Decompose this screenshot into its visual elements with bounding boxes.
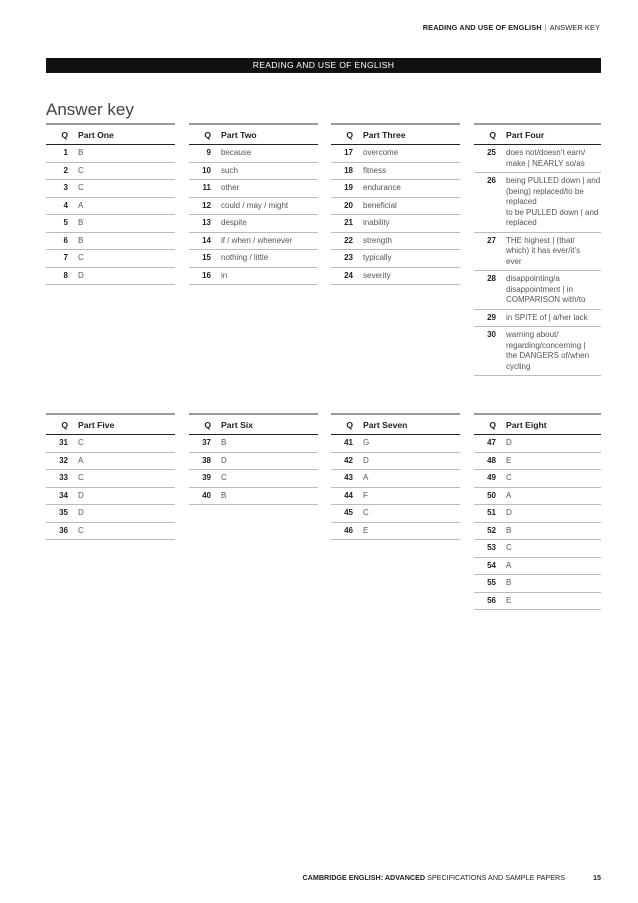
answer-text: B (221, 490, 227, 500)
answer-cell (78, 470, 175, 488)
answer-text: disappointment | in (506, 284, 574, 294)
answer-row (331, 487, 460, 505)
question-number: 19 (331, 180, 363, 198)
answer-cell (506, 435, 601, 453)
answer-row (331, 180, 460, 198)
answer-row (474, 271, 601, 310)
answer-row (331, 197, 460, 215)
question-column-header: Q (331, 124, 363, 145)
answer-row (46, 267, 175, 285)
answer-cell (221, 232, 318, 250)
answer-row (331, 470, 460, 488)
answer-cell (506, 557, 601, 575)
answer-text: E (506, 595, 512, 605)
answer-table-part-one (46, 123, 175, 285)
part-title: Part Four (506, 124, 601, 145)
answer-cell (221, 215, 318, 233)
question-number: 7 (46, 250, 78, 268)
answer-cell (363, 145, 460, 163)
answer-cell (78, 162, 175, 180)
question-number: 35 (46, 505, 78, 523)
question-number: 45 (331, 505, 363, 523)
answer-row (331, 522, 460, 540)
answer-text: C (506, 473, 512, 482)
answer-text: E (506, 455, 512, 465)
answer-table-part-eight (474, 413, 601, 610)
answer-row (474, 522, 601, 540)
answer-row (189, 452, 318, 470)
answer-text: cycling (506, 361, 531, 371)
answer-cell (363, 162, 460, 180)
answer-cell (78, 215, 175, 233)
answer-text: D (506, 438, 512, 447)
answer-row (189, 145, 318, 163)
answer-row (189, 435, 318, 453)
answer-cell (363, 267, 460, 285)
answer-row (474, 557, 601, 575)
question-number: 14 (189, 232, 221, 250)
answer-text: C (78, 183, 84, 192)
part-title: Part Seven (363, 414, 460, 435)
question-column-header: Q (189, 414, 221, 435)
question-number: 25 (474, 145, 506, 173)
answer-text: C (221, 473, 227, 482)
answer-row (331, 505, 460, 523)
question-number: 40 (189, 487, 221, 505)
answer-text: ever (506, 256, 522, 266)
question-number: 11 (189, 180, 221, 198)
table-header-row (189, 414, 318, 435)
answer-text: D (78, 270, 84, 280)
answer-row (474, 145, 601, 173)
answer-row (331, 215, 460, 233)
question-number: 8 (46, 267, 78, 285)
answer-row (46, 522, 175, 540)
answer-text: D (221, 455, 227, 465)
answer-text: make | NEARLY so/as (506, 158, 585, 168)
question-number: 26 (474, 173, 506, 233)
answer-cell (363, 505, 460, 523)
answer-row (46, 435, 175, 453)
answer-text: nothing / little (221, 253, 269, 262)
question-number: 56 (474, 592, 506, 610)
answer-row (331, 232, 460, 250)
answer-text: (being) replaced/to be (506, 186, 584, 196)
part-title: Part Six (221, 414, 318, 435)
answer-text: such (221, 165, 238, 175)
answer-cell (221, 452, 318, 470)
question-number: 27 (474, 232, 506, 271)
answer-cell (363, 470, 460, 488)
question-number: 1 (46, 145, 78, 163)
answer-cell (363, 452, 460, 470)
answer-row (46, 250, 175, 268)
answer-cell (506, 575, 601, 593)
answer-cell (221, 470, 318, 488)
answer-text: overcome (363, 148, 399, 157)
answer-text: D (506, 508, 512, 517)
question-number: 38 (189, 452, 221, 470)
question-number: 13 (189, 215, 221, 233)
answer-table-part-seven (331, 413, 460, 540)
part-title: Part One (78, 124, 175, 145)
question-column-header: Q (474, 414, 506, 435)
question-column-header: Q (46, 124, 78, 145)
answer-row (331, 145, 460, 163)
question-column-header: Q (189, 124, 221, 145)
answer-row (474, 487, 601, 505)
answer-text: D (78, 490, 84, 500)
answer-row (189, 250, 318, 268)
answer-cell (506, 487, 601, 505)
answer-table-part-five (46, 413, 175, 540)
answer-row (46, 505, 175, 523)
question-number: 54 (474, 557, 506, 575)
answer-cell (221, 197, 318, 215)
question-number: 5 (46, 215, 78, 233)
answer-text: COMPARISON with/to (506, 295, 586, 304)
answer-row (46, 215, 175, 233)
answer-text: C (78, 165, 84, 175)
answer-cell (363, 435, 460, 453)
answer-row (189, 180, 318, 198)
part-title: Part Two (221, 124, 318, 145)
question-number: 17 (331, 145, 363, 163)
page-footer (302, 873, 601, 882)
answer-row (331, 435, 460, 453)
answer-text: A (78, 200, 84, 210)
answer-table-part-four (474, 123, 601, 376)
answer-text: beneficial (363, 200, 397, 210)
answer-row (474, 470, 601, 488)
answer-text: A (506, 490, 512, 500)
answer-text: fitness (363, 165, 387, 175)
answer-text: the DANGERS of/when (506, 351, 590, 360)
answer-text: B (78, 148, 84, 157)
answer-table-part-two (189, 123, 318, 285)
answer-row (331, 452, 460, 470)
answer-text: replaced (506, 218, 537, 227)
question-number: 21 (331, 215, 363, 233)
answer-cell (506, 173, 601, 233)
answer-cell (506, 522, 601, 540)
answer-cell (363, 487, 460, 505)
question-number: 28 (474, 271, 506, 310)
answer-row (474, 327, 601, 376)
question-number: 10 (189, 162, 221, 180)
answer-text: B (506, 525, 512, 535)
answer-row (46, 145, 175, 163)
table-header-row (46, 124, 175, 145)
question-column-header: Q (474, 124, 506, 145)
header-section: READING AND USE OF ENGLISH (422, 23, 542, 32)
answer-text: to be PULLED down | and (506, 207, 599, 217)
answer-text: could / may / might (221, 200, 289, 210)
answer-cell (78, 505, 175, 523)
answer-row (189, 267, 318, 285)
answer-cell (221, 267, 318, 285)
question-number: 50 (474, 487, 506, 505)
answer-cell (363, 250, 460, 268)
answer-text: despite (221, 218, 247, 227)
question-number: 9 (189, 145, 221, 163)
answer-row (331, 267, 460, 285)
answer-text: typically (363, 253, 392, 262)
question-number: 46 (331, 522, 363, 540)
answer-text: inability (363, 218, 390, 227)
answer-cell (506, 592, 601, 610)
question-number: 6 (46, 232, 78, 250)
question-number: 36 (46, 522, 78, 540)
question-number: 23 (331, 250, 363, 268)
table-header-row (46, 414, 175, 435)
question-column-header: Q (331, 414, 363, 435)
answer-row (474, 575, 601, 593)
question-number: 3 (46, 180, 78, 198)
answer-cell (363, 232, 460, 250)
answer-row (189, 470, 318, 488)
answer-text: strength (363, 235, 392, 245)
question-number: 16 (189, 267, 221, 285)
question-number: 41 (331, 435, 363, 453)
answer-text: endurance (363, 183, 401, 192)
answer-text: in SPITE of | a/her lack (506, 312, 588, 322)
answer-text: D (363, 455, 369, 465)
answer-text: in (221, 270, 228, 280)
answer-cell (78, 250, 175, 268)
question-number: 51 (474, 505, 506, 523)
answer-cell (78, 232, 175, 250)
answer-text: being PULLED down | and (506, 176, 601, 185)
question-number: 34 (46, 487, 78, 505)
answer-cell (506, 327, 601, 376)
answer-text: C (78, 473, 84, 482)
question-number: 52 (474, 522, 506, 540)
answer-text: D (78, 508, 84, 517)
answer-row (189, 162, 318, 180)
answer-cell (221, 435, 318, 453)
answer-text: warning about/ (506, 330, 559, 339)
answer-cell (506, 232, 601, 271)
table-header-row (474, 124, 601, 145)
answer-text: C (78, 253, 84, 262)
question-number: 20 (331, 197, 363, 215)
question-number: 29 (474, 309, 506, 327)
page-title: Answer key (46, 100, 134, 120)
answer-cell (78, 522, 175, 540)
answer-cell (363, 180, 460, 198)
answer-text: A (363, 473, 369, 482)
answer-cell (221, 487, 318, 505)
table-header-row (189, 124, 318, 145)
answer-cell (506, 309, 601, 327)
answer-row (189, 232, 318, 250)
part-title: Part Five (78, 414, 175, 435)
question-number: 55 (474, 575, 506, 593)
answer-row (46, 180, 175, 198)
answer-cell (221, 250, 318, 268)
answer-cell (363, 197, 460, 215)
answer-text: B (221, 438, 227, 447)
answer-cell (363, 522, 460, 540)
header-separator: | (544, 23, 547, 32)
question-number: 22 (331, 232, 363, 250)
answer-cell (78, 197, 175, 215)
answer-text: B (78, 235, 84, 245)
answer-text: because (221, 148, 252, 157)
question-number: 42 (331, 452, 363, 470)
answer-row (474, 540, 601, 558)
answer-text: if / when / whenever (221, 235, 293, 245)
answer-row (474, 452, 601, 470)
answer-row (46, 487, 175, 505)
question-number: 30 (474, 327, 506, 376)
answer-row (474, 232, 601, 271)
answer-text: A (506, 560, 512, 570)
answer-text: other (221, 183, 240, 192)
answer-text: regarding/concerning | (506, 340, 586, 350)
answer-cell (78, 145, 175, 163)
answer-row (46, 470, 175, 488)
question-number: 47 (474, 435, 506, 453)
question-number: 12 (189, 197, 221, 215)
table-header-row (331, 124, 460, 145)
part-title: Part Three (363, 124, 460, 145)
answer-row (189, 487, 318, 505)
answer-row (46, 452, 175, 470)
question-number: 37 (189, 435, 221, 453)
part-title: Part Eight (506, 414, 601, 435)
answer-text: replaced (506, 197, 537, 206)
answer-text: severity (363, 270, 391, 280)
question-number: 33 (46, 470, 78, 488)
answer-cell (506, 452, 601, 470)
answer-row (46, 162, 175, 180)
question-number: 53 (474, 540, 506, 558)
question-number: 39 (189, 470, 221, 488)
answer-cell (78, 435, 175, 453)
page-number: 15 (593, 873, 601, 882)
answer-cell (506, 271, 601, 310)
answer-cell (506, 505, 601, 523)
answer-table-part-three (331, 123, 460, 285)
question-number: 4 (46, 197, 78, 215)
question-number: 48 (474, 452, 506, 470)
table-header-row (331, 414, 460, 435)
answer-row (331, 162, 460, 180)
answer-text: which) it has ever/it’s (506, 246, 581, 255)
answer-row (474, 592, 601, 610)
answer-row (331, 250, 460, 268)
answer-row (474, 173, 601, 233)
answer-text: C (506, 543, 512, 552)
answer-text: does not/doesn’t earn/ (506, 148, 586, 157)
question-number: 15 (189, 250, 221, 268)
section-banner: READING AND USE OF ENGLISH (46, 58, 601, 73)
answer-cell (78, 452, 175, 470)
answer-cell (221, 145, 318, 163)
question-column-header: Q (46, 414, 78, 435)
answer-row (46, 197, 175, 215)
answer-text: F (363, 490, 368, 500)
answer-row (46, 232, 175, 250)
footer-text: SPECIFICATIONS AND SAMPLE PAPERS (427, 873, 565, 882)
answer-table-part-six (189, 413, 318, 505)
answer-cell (78, 180, 175, 198)
question-number: 44 (331, 487, 363, 505)
answer-row (474, 505, 601, 523)
answer-cell (221, 162, 318, 180)
answer-cell (506, 540, 601, 558)
answer-cell (506, 470, 601, 488)
answer-cell (78, 487, 175, 505)
question-number: 24 (331, 267, 363, 285)
running-header (423, 23, 600, 32)
question-number: 31 (46, 435, 78, 453)
answer-text: A (78, 455, 84, 465)
table-header-row (474, 414, 601, 435)
answer-text: G (363, 438, 370, 447)
header-subsection: ANSWER KEY (549, 23, 600, 32)
answer-row (189, 215, 318, 233)
answer-text: B (78, 218, 84, 227)
footer-brand: CAMBRIDGE ENGLISH: ADVANCED (302, 873, 426, 882)
answer-cell (363, 215, 460, 233)
answer-text: B (506, 578, 512, 587)
answer-cell (221, 180, 318, 198)
answer-text: THE highest | (that/ (506, 235, 575, 245)
answer-cell (506, 145, 601, 173)
answer-text: C (78, 525, 84, 535)
question-number: 18 (331, 162, 363, 180)
question-number: 43 (331, 470, 363, 488)
answer-row (474, 309, 601, 327)
question-number: 49 (474, 470, 506, 488)
question-number: 32 (46, 452, 78, 470)
answer-row (189, 197, 318, 215)
answer-text: C (78, 438, 84, 447)
answer-text: disappointing/a (506, 274, 560, 283)
answer-text: C (363, 508, 369, 517)
answer-text: E (363, 525, 369, 535)
answer-row (474, 435, 601, 453)
question-number: 2 (46, 162, 78, 180)
answer-cell (78, 267, 175, 285)
